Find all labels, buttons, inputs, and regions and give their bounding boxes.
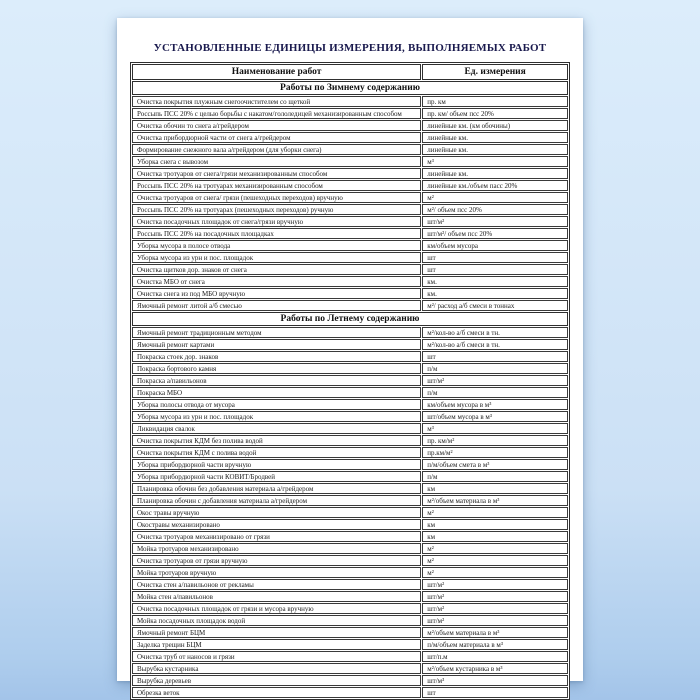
unit-cell: пр. км/м² xyxy=(422,435,568,446)
table-row xyxy=(132,495,568,506)
work-name-cell: Мойка стен а/павильонов xyxy=(132,591,421,602)
unit-cell: шт/м² xyxy=(422,615,568,626)
work-name-cell: Очистка тротуаров от грязи вручную xyxy=(132,555,421,566)
work-name-cell: Россыпь ПСС 20% на тротуарах механизированным способом xyxy=(132,180,421,191)
table-row xyxy=(132,639,568,650)
work-name-cell: Мойка посадочных площадок водой xyxy=(132,615,421,626)
table-row xyxy=(132,447,568,458)
work-name-cell: Уборка снега с вывозом xyxy=(132,156,421,167)
section-header-row xyxy=(132,81,568,95)
work-name-cell: Окос травы вручную xyxy=(132,507,421,518)
unit-cell: пр. км/ объем псс 20% xyxy=(422,108,568,119)
unit-cell: м² xyxy=(422,567,568,578)
unit-cell: км xyxy=(422,519,568,530)
table-row xyxy=(132,687,568,698)
work-name-cell: Ямочный ремонт традиционным методом xyxy=(132,327,421,338)
unit-cell: шт xyxy=(422,687,568,698)
work-name-cell: Очистка тротуаров от снега/ грязи (пешеходных переходов) вручную xyxy=(132,192,421,203)
unit-cell: м²/кол-во а/б смеси в тн. xyxy=(422,327,568,338)
work-name-cell: Вырубка деревьев xyxy=(132,675,421,686)
unit-cell: м² xyxy=(422,192,568,203)
table-row xyxy=(132,567,568,578)
table-row xyxy=(132,216,568,227)
unit-cell: пр. км xyxy=(422,96,568,107)
unit-cell: линейные км. xyxy=(422,132,568,143)
work-name-cell: Заделка трещин БЦМ xyxy=(132,639,421,650)
table-body xyxy=(132,81,568,698)
table-row xyxy=(132,120,568,131)
unit-cell: п/м xyxy=(422,387,568,398)
unit-cell: м³ xyxy=(422,156,568,167)
work-name-cell: Мойка тротуаров механизировано xyxy=(132,543,421,554)
work-name-cell: Планировка обочин без добавления материала а/грейдером xyxy=(132,483,421,494)
work-name-cell: Уборка мусора из урн и пос. площадок xyxy=(132,252,421,263)
work-name-cell: Очистка покрытия КДМ с полива водой xyxy=(132,447,421,458)
table-row xyxy=(132,423,568,434)
work-name-cell: Очистка МБО от снега xyxy=(132,276,421,287)
document-page xyxy=(117,18,583,697)
table-row xyxy=(132,240,568,251)
table-row xyxy=(132,264,568,275)
table-row xyxy=(132,156,568,167)
table-row xyxy=(132,435,568,446)
unit-cell: м²/объем материала в м³ xyxy=(422,627,568,638)
unit-cell: км xyxy=(422,531,568,542)
section-header-row xyxy=(132,312,568,326)
work-name-cell: Ямочный ремонт литой а/б смесью xyxy=(132,300,421,311)
unit-cell: линейные км. xyxy=(422,144,568,155)
work-name-cell: Уборка полосы отвода от мусора xyxy=(132,399,421,410)
work-name-cell: Очистка тротуаров механизировано от грязи xyxy=(132,531,421,542)
unit-cell: шт/м²/ объем псс 20% xyxy=(422,228,568,239)
table-row xyxy=(132,531,568,542)
work-name-cell: Очистка посадочных площадок от снега/грязи вручную xyxy=(132,216,421,227)
unit-cell: км/объем мусора xyxy=(422,240,568,251)
work-name-cell: Очистка покрытия КДМ без полива водой xyxy=(132,435,421,446)
column-header-work-name: Наименование работ xyxy=(132,64,421,80)
work-name-cell: Формирование снежного вала а/грейдером (для уборки снега) xyxy=(132,144,421,155)
work-name-cell: Покраска стоек дор. знаков xyxy=(132,351,421,362)
unit-cell: шт/м² xyxy=(422,375,568,386)
table-row xyxy=(132,519,568,530)
unit-cell: км. xyxy=(422,288,568,299)
table-header xyxy=(132,64,568,80)
unit-cell: м²/объем материала в м³ xyxy=(422,495,568,506)
table-row xyxy=(132,555,568,566)
unit-cell: п/м xyxy=(422,471,568,482)
table-row xyxy=(132,363,568,374)
unit-cell: шт/м³ xyxy=(422,675,568,686)
table-row xyxy=(132,96,568,107)
table-row xyxy=(132,132,568,143)
work-name-cell: Очистка тротуаров от снега/грязи механизированным способом xyxy=(132,168,421,179)
table-row xyxy=(132,483,568,494)
table-row xyxy=(132,204,568,215)
work-name-cell: Очистка щитков дор. знаков от снега xyxy=(132,264,421,275)
unit-cell: линейные км. (км обочины) xyxy=(422,120,568,131)
table-row xyxy=(132,180,568,191)
unit-cell: п/м/объем материала в м³ xyxy=(422,639,568,650)
table-row xyxy=(132,399,568,410)
table-row xyxy=(132,675,568,686)
table-row xyxy=(132,327,568,338)
unit-cell: м²/ объем псс 20% xyxy=(422,204,568,215)
unit-cell: км xyxy=(422,483,568,494)
work-name-cell: Очистка покрытия плужным снегоочистителем со щеткой xyxy=(132,96,421,107)
page-title: УСТАНОВЛЕННЫЕ ЕДИНИЦЫ ИЗМЕРЕНИЯ, ВЫПОЛНЯЕМЫХ РАБОТ xyxy=(153,42,547,54)
work-name-cell: Уборка мусора из урн и пос. площадок xyxy=(132,411,421,422)
unit-cell: м²/объем кустарника в м³ xyxy=(422,663,568,674)
work-name-cell: Покраска а/павильонов xyxy=(132,375,421,386)
unit-cell: м² xyxy=(422,507,568,518)
table-row xyxy=(132,108,568,119)
table-row xyxy=(132,591,568,602)
work-name-cell: Россыпь ПСС 20% на посадочных площадках xyxy=(132,228,421,239)
unit-cell: шт xyxy=(422,252,568,263)
unit-cell: шт/п.м xyxy=(422,651,568,662)
table-row xyxy=(132,471,568,482)
work-name-cell: Очистка прибордюрной части от снега а/грейдером xyxy=(132,132,421,143)
unit-cell: м² xyxy=(422,543,568,554)
unit-cell: п/м/объем смета в м³ xyxy=(422,459,568,470)
unit-cell: шт xyxy=(422,264,568,275)
work-name-cell: Уборка прибордюрной части вручную xyxy=(132,459,421,470)
table-row xyxy=(132,276,568,287)
work-name-cell: Россыпь ПСС 20% с целью борьбы с накатом/гололедицей механизированным способом xyxy=(132,108,421,119)
unit-cell: п/м xyxy=(422,363,568,374)
table-row xyxy=(132,543,568,554)
work-name-cell: Ликвидация свалок xyxy=(132,423,421,434)
unit-cell: м² xyxy=(422,555,568,566)
table-row xyxy=(132,627,568,638)
unit-cell: шт/м² xyxy=(422,579,568,590)
work-name-cell: Покраска МБО xyxy=(132,387,421,398)
work-name-cell: Вырубка кустарника xyxy=(132,663,421,674)
column-header-unit: Ед. измерения xyxy=(422,64,568,80)
table-row xyxy=(132,288,568,299)
section-title: Работы по Летнему содержанию xyxy=(132,312,568,326)
work-name-cell: Планировка обочин с добавления материала а/грейдером xyxy=(132,495,421,506)
work-name-cell: Покраска бортового камня xyxy=(132,363,421,374)
table-row xyxy=(132,651,568,662)
work-name-cell: Очистка стен а/павильонов от рекламы xyxy=(132,579,421,590)
unit-cell: линейные км. xyxy=(422,168,568,179)
work-name-cell: Очистка посадочных площадок от грязи и мусора вручную xyxy=(132,603,421,614)
table-row xyxy=(132,339,568,350)
table-row xyxy=(132,663,568,674)
unit-cell: м²/ расход а/б смеси в тоннах xyxy=(422,300,568,311)
table-row xyxy=(132,252,568,263)
table-row xyxy=(132,351,568,362)
table-row xyxy=(132,411,568,422)
work-name-cell: Очистка снега из под МБО вручную xyxy=(132,288,421,299)
unit-cell: м³ xyxy=(422,423,568,434)
table-row xyxy=(132,300,568,311)
section-title: Работы по Зимнему содержанию xyxy=(132,81,568,95)
unit-cell: км. xyxy=(422,276,568,287)
unit-cell: шт xyxy=(422,351,568,362)
work-name-cell: Мойка тротуаров вручную xyxy=(132,567,421,578)
work-name-cell: Окостравы механизировано xyxy=(132,519,421,530)
unit-cell: шт/объем мусора в м³ xyxy=(422,411,568,422)
unit-cell: м²/кол-во а/б смеси в тн. xyxy=(422,339,568,350)
unit-cell: линейные км./объем пасс 20% xyxy=(422,180,568,191)
table-row xyxy=(132,579,568,590)
work-name-cell: Россыпь ПСС 20% на тротуарах (пешеходных переходов) ручную xyxy=(132,204,421,215)
work-name-cell: Ямочный ремонт картами xyxy=(132,339,421,350)
work-name-cell: Обрезка веток xyxy=(132,687,421,698)
units-table xyxy=(130,62,570,700)
table-row xyxy=(132,375,568,386)
unit-cell: пр.км/м² xyxy=(422,447,568,458)
table-row xyxy=(132,192,568,203)
work-name-cell: Уборка мусора в полосе отвода xyxy=(132,240,421,251)
table-row xyxy=(132,459,568,470)
header-row xyxy=(132,64,568,80)
table-row xyxy=(132,387,568,398)
table-row xyxy=(132,228,568,239)
table-row xyxy=(132,144,568,155)
unit-cell: км/объем мусора в м³ xyxy=(422,399,568,410)
work-name-cell: Очистка труб от наносов и грязи xyxy=(132,651,421,662)
unit-cell: шт/м² xyxy=(422,603,568,614)
work-name-cell: Ямочный ремонт БЦМ xyxy=(132,627,421,638)
table-row xyxy=(132,603,568,614)
unit-cell: шт/м² xyxy=(422,591,568,602)
table-row xyxy=(132,168,568,179)
work-name-cell: Очистка обочин то снега а/грейдером xyxy=(132,120,421,131)
table-row xyxy=(132,615,568,626)
work-name-cell: Уборка прибордюрной части КОВИТ/Бродвей xyxy=(132,471,421,482)
table-row xyxy=(132,507,568,518)
unit-cell: шт/м² xyxy=(422,216,568,227)
